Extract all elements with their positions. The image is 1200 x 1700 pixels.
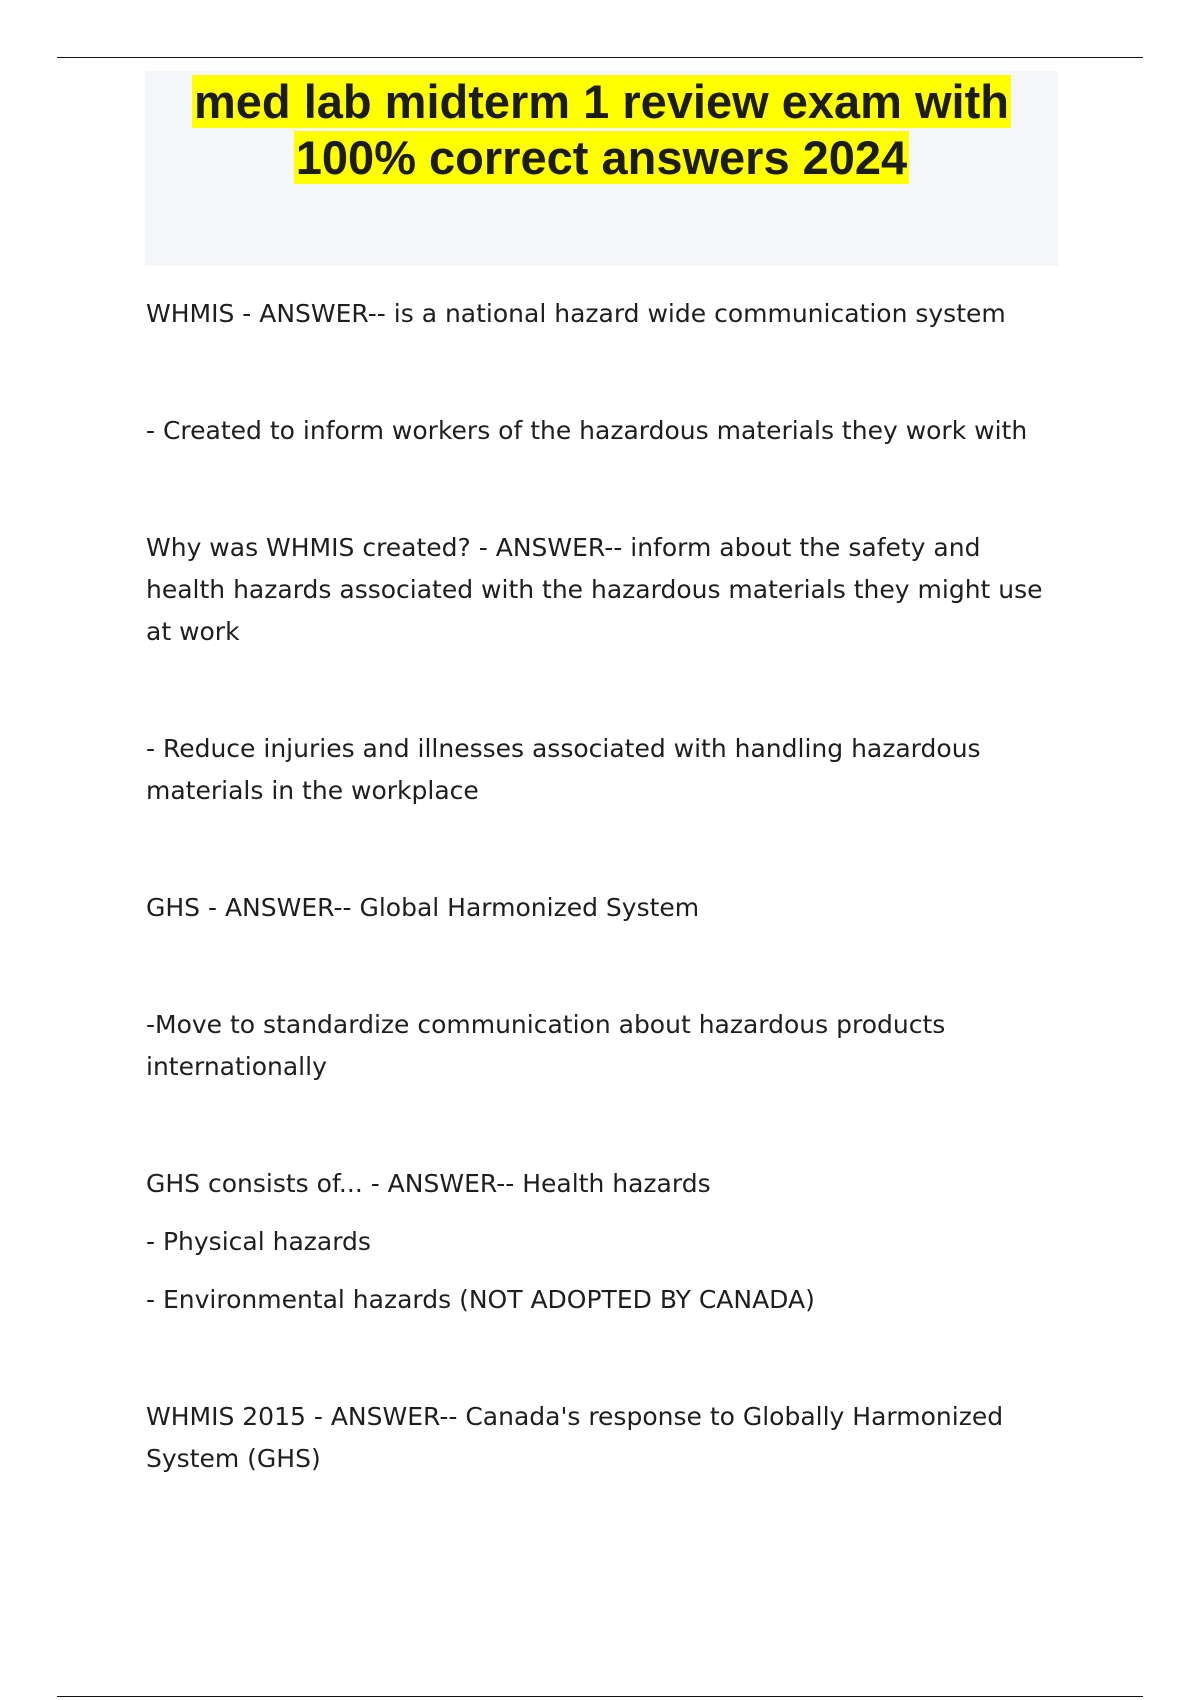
title-banner <box>145 71 1058 266</box>
qa-ghs-environmental: - Environmental hazards (NOT ADOPTED BY CANADA) <box>146 1285 815 1314</box>
title-line-1: med lab midterm 1 review exam with <box>194 75 1009 128</box>
qa-why-whmis-detail: - Reduce injuries and illnesses associated with handling hazardous materials in the workplace <box>146 734 981 805</box>
top-rule <box>57 57 1143 58</box>
qa-ghs-consists: GHS consists of... - ANSWER-- Health hazards <box>146 1169 711 1198</box>
qa-ghs-detail: -Move to standardize communication about hazardous products internationally <box>146 1010 946 1081</box>
qa-ghs-definition: GHS - ANSWER-- Global Harmonized System <box>146 893 700 922</box>
qa-why-whmis: Why was WHMIS created? - ANSWER-- inform about the safety and health hazards associated with the hazardous materials they might use at work <box>146 533 1043 646</box>
qa-ghs-physical: - Physical hazards <box>146 1227 371 1256</box>
bottom-rule <box>57 1696 1143 1697</box>
qa-whmis-definition: WHMIS - ANSWER-- is a national hazard wide communication system <box>146 299 1006 328</box>
qa-whmis-detail: - Created to inform workers of the hazardous materials they work with <box>146 416 1028 445</box>
document-body <box>146 293 1066 1480</box>
qa-whmis-2015: WHMIS 2015 - ANSWER-- Canada's response to Globally Harmonized System (GHS) <box>146 1402 1004 1473</box>
title-line-2: 100% correct answers 2024 <box>295 131 908 184</box>
page-title <box>145 71 1058 186</box>
